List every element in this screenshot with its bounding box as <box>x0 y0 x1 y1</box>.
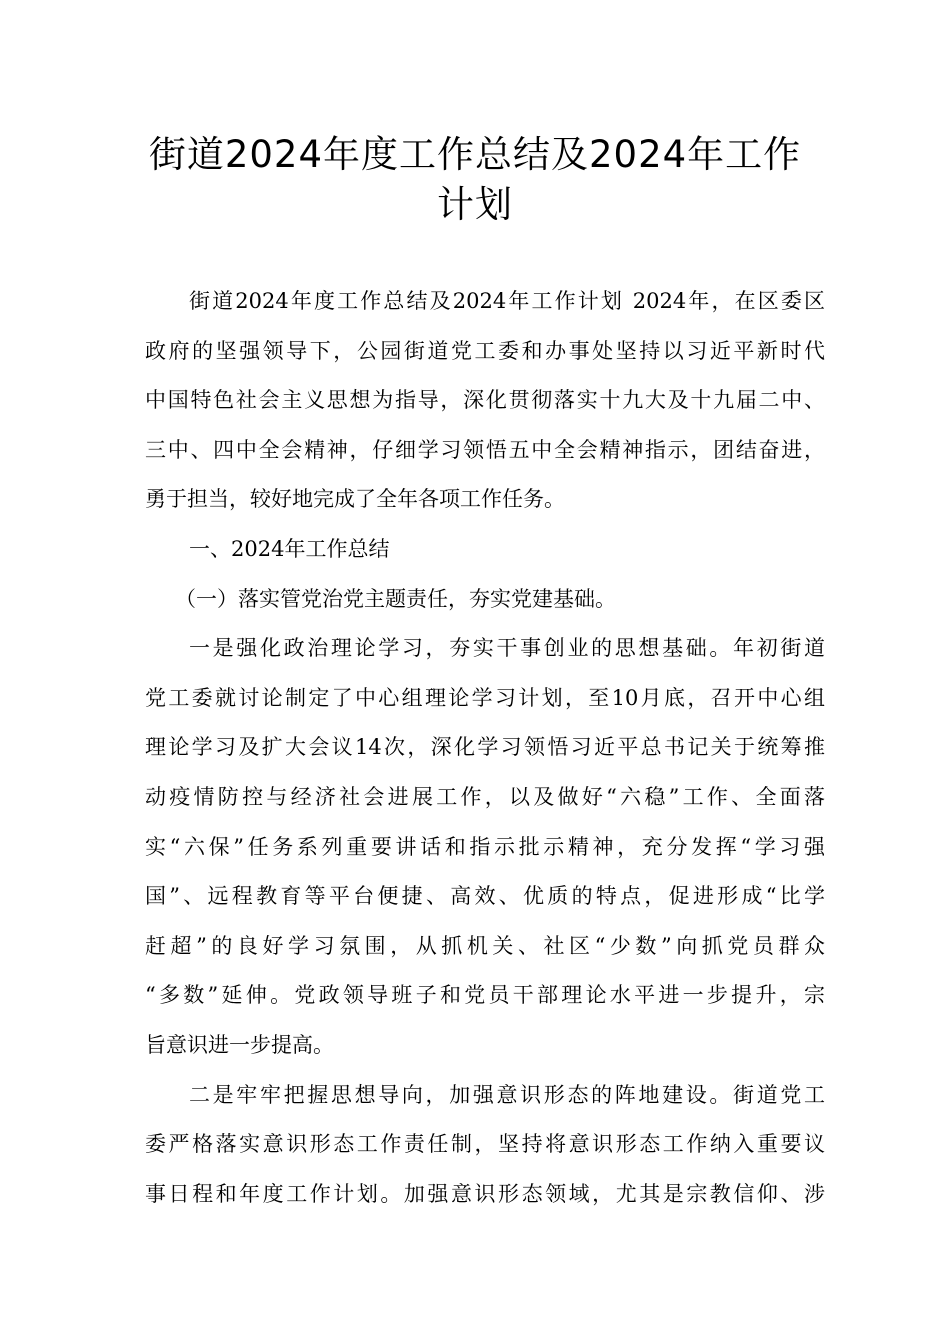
paragraph-line: 实“六保”任务系列重要讲话和指示批示精神，充分发挥“学习强 <box>145 834 825 859</box>
paragraph-line: 事日程和年度工作计划。加强意识形态领域，尤其是宗教信仰、涉 <box>145 1181 825 1206</box>
document-body <box>145 277 825 1219</box>
paragraph-line: 赶超”的良好学习氛围，从抓机关、社区“少数”向抓党员群众 <box>145 933 825 958</box>
paragraph-ideology <box>145 1071 825 1220</box>
document-title-line-1: 街道2024年度工作总结及2024年工作 <box>148 133 802 176</box>
paragraph-intro <box>145 277 825 525</box>
paragraph-line: 旨意识进一步提高。 <box>145 1032 334 1057</box>
paragraph-line: 街道2024年度工作总结及2024年工作计划 2024年，在区委区 <box>189 289 825 313</box>
paragraph-line: “多数”延伸。党政领导班子和党员干部理论水平进一步提升，宗 <box>145 983 825 1008</box>
paragraph-line: 国”、远程教育等平台便捷、高效、优质的特点，促进形成“比学 <box>145 884 825 909</box>
paragraph-line: 理论学习及扩大会议14次，深化学习领悟习近平总书记关于统筹推 <box>145 735 825 760</box>
paragraph-line: 勇于担当，较好地完成了全年各项工作任务。 <box>145 487 565 512</box>
document-title-line-2: 计划 <box>437 183 513 226</box>
paragraph-line: 一是强化政治理论学习，夯实干事创业的思想基础。年初街道 <box>189 636 825 661</box>
subsection-heading: （一）落实管党治党主题责任，夯实党建基础。 <box>175 586 616 611</box>
paragraph-line: 三中、四中全会精神，仔细学习领悟五中全会精神指示，团结奋进， <box>145 437 825 462</box>
paragraph-line: 动疫情防控与经济社会进展工作，以及做好“六稳”工作、全面落 <box>145 784 825 809</box>
paragraph-line: 委严格落实意识形态工作责任制，坚持将意识形态工作纳入重要议 <box>145 1132 825 1157</box>
section-heading: 一、2024年工作总结 <box>189 536 390 561</box>
paragraph-line: 政府的坚强领导下，公园街道党工委和办事处坚持以习近平新时代 <box>145 338 825 363</box>
paragraph-line: 党工委就讨论制定了中心组理论学习计划，至10月底，召开中心组 <box>145 685 825 710</box>
paragraph-line: 中国特色社会主义思想为指导，深化贯彻落实十九大及十九届二中、 <box>145 388 825 413</box>
paragraph-study <box>145 624 825 1070</box>
paragraph-line: 二是牢牢把握思想导向，加强意识形态的阵地建设。街道党工 <box>189 1082 825 1107</box>
